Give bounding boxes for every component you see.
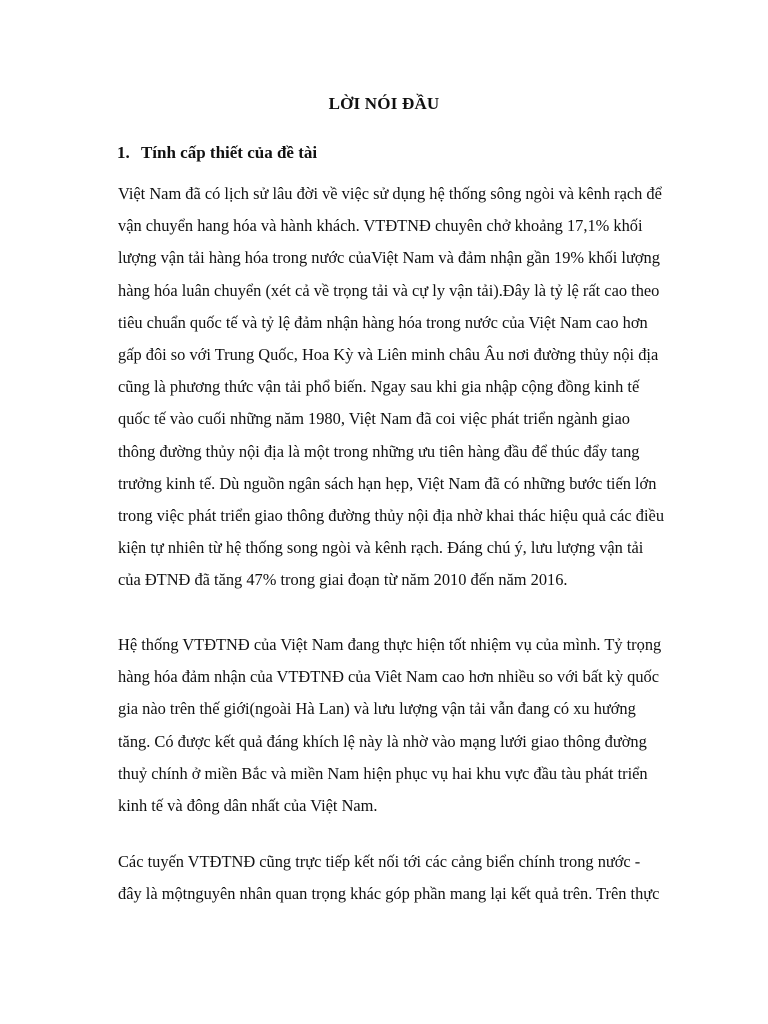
paragraph-line: quốc tế vào cuối những năm 1980, Việt Nam đã coi việc phát triển ngành giao xyxy=(118,409,630,429)
paragraph-line: gia nào trên thế giới(ngoài Hà Lan) và lưu lượng vận tải vẫn đang có xu hướng xyxy=(118,699,636,719)
paragraph-line: hàng hóa luân chuyển (xét cả về trọng tải và cự ly vận tải).Đây là tỷ lệ rất cao theo xyxy=(118,280,660,300)
paragraph-line: kinh tế và đông dân nhất của Việt Nam. xyxy=(118,795,378,815)
section-heading xyxy=(117,143,317,163)
document-title: LỜI NÓI ĐẦU xyxy=(328,94,440,113)
paragraph-line: kiện tự nhiên từ hệ thống song ngòi và kênh rạch. Đáng chú ý, lưu lượng vận tải xyxy=(118,538,644,558)
paragraph-line: Việt Nam đã có lịch sử lâu đời về việc sử dụng hệ thống sông ngòi và kênh rạch để xyxy=(118,184,662,203)
paragraph-line: trong việc phát triển giao thông đường thủy nội địa nhờ khai thác hiệu quả các điều xyxy=(118,505,665,525)
paragraph-line: tiêu chuẩn quốc tế và tỷ lệ đảm nhận hàng hóa trong nước của Việt Nam cao hơn xyxy=(118,312,648,332)
paragraph-line: của ĐTNĐ đã tăng 47% trong giai đoạn từ năm 2010 đến năm 2016. xyxy=(118,570,568,590)
paragraph-line: thông đường thủy nội địa là một trong những ưu tiên hàng đầu để thúc đẩy tang xyxy=(118,441,640,461)
paragraph-line: Hệ thống VTĐTNĐ của Việt Nam đang thực hiện tốt nhiệm vụ của mình. Tỷ trọng xyxy=(118,635,662,654)
paragraph-line: hàng hóa đảm nhận của VTĐTNĐ của Viêt Nam cao hơn nhiều so với bất kỳ quốc xyxy=(118,667,660,687)
paragraph-line: tăng. Có được kết quả đáng khích lệ này là nhờ vào mạng lưới giao thông đường xyxy=(118,731,647,751)
paragraph-line: cũng là phương thức vận tải phổ biến. Ngay sau khi gia nhập cộng đồng kinh tế xyxy=(118,377,640,397)
paragraph-line: Các tuyến VTĐTNĐ cũng trực tiếp kết nối tới các cảng biển chính trong nước - xyxy=(118,852,641,871)
paragraph-3 xyxy=(118,846,698,910)
paragraph-line: trưởng kinh tế. Dù nguồn ngân sách hạn hẹp, Việt Nam đã có những bước tiến lớn xyxy=(118,473,657,493)
paragraph-line: đây là mộtnguyên nhân quan trọng khác góp phần mang lại kết quả trên. Trên thực xyxy=(118,884,660,904)
section-heading-text: Tính cấp thiết của đề tài xyxy=(140,143,318,162)
section-number: 1. xyxy=(117,143,130,162)
paragraph-1 xyxy=(118,178,698,596)
paragraph-line: gấp đôi so với Trung Quốc, Hoa Kỳ và Liên minh châu Âu nơi đường thủy nội địa xyxy=(118,344,659,364)
paragraph-line: lượng vận tải hàng hóa trong nước củaViệt Nam và đảm nhận gần 19% khối lượng xyxy=(118,248,660,268)
paragraph-line: thuỷ chính ở miền Bắc và miền Nam hiện phục vụ hai khu vực đầu tàu phát triển xyxy=(118,763,648,783)
paragraph-2 xyxy=(118,629,698,822)
paragraph-line: vận chuyển hang hóa và hành khách. VTĐTNĐ chuyên chở khoảng 17,1% khối xyxy=(118,216,643,236)
